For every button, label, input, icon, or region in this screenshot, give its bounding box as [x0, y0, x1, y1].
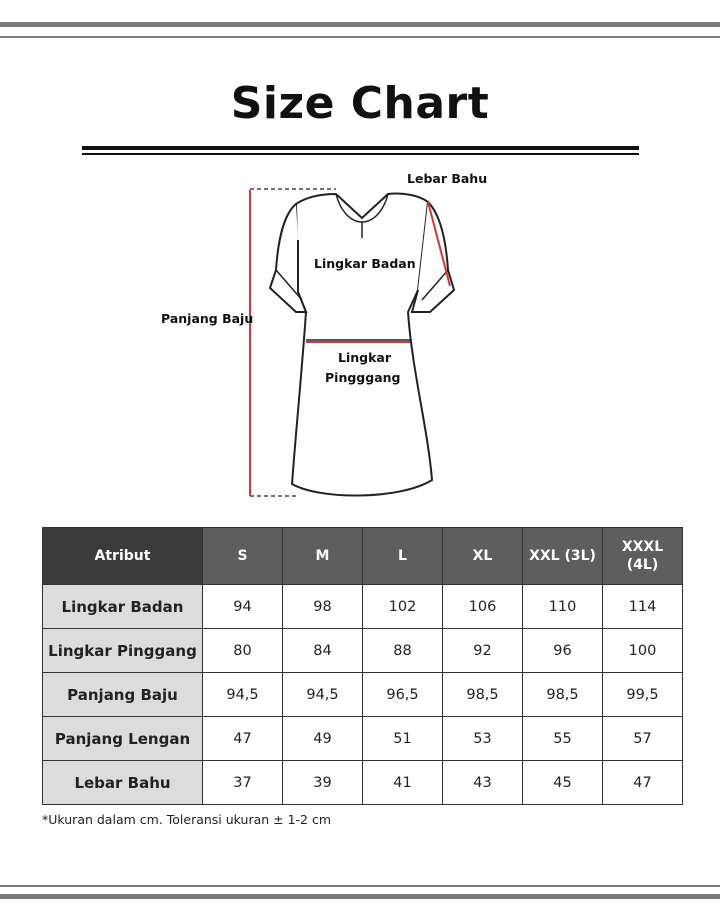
label-length: Panjang Baju: [161, 311, 254, 326]
table-cell: 94,5: [203, 673, 283, 717]
row-label: Lebar Bahu: [43, 761, 203, 805]
table-cell: 100: [603, 629, 683, 673]
table-cell: 92: [443, 629, 523, 673]
table-cell: 96: [523, 629, 603, 673]
table-cell: 106: [443, 585, 523, 629]
table-cell: 80: [203, 629, 283, 673]
table-cell: 51: [363, 717, 443, 761]
table-row: [43, 673, 683, 717]
table-cell: 98,5: [523, 673, 603, 717]
bottom-border-thin: [0, 885, 720, 887]
table-cell: 39: [283, 761, 363, 805]
label-waist-line2: Pingggang: [325, 370, 401, 385]
label-waist-line1: Lingkar: [338, 350, 392, 365]
table-cell: 98,5: [443, 673, 523, 717]
row-label: Panjang Baju: [43, 673, 203, 717]
header-cell: S: [203, 528, 283, 585]
page-title: Size Chart: [230, 78, 490, 129]
header-cell: Atribut: [43, 528, 203, 585]
table-cell: 94: [203, 585, 283, 629]
table-cell: 99,5: [603, 673, 683, 717]
table-row: [43, 761, 683, 805]
row-label: Lingkar Pinggang: [43, 629, 203, 673]
table-header-row: [43, 528, 683, 585]
label-chest: Lingkar Badan: [314, 256, 416, 271]
table-cell: 96,5: [363, 673, 443, 717]
size-table: [42, 527, 683, 805]
table-cell: 94,5: [283, 673, 363, 717]
table-cell: 114: [603, 585, 683, 629]
table-cell: 47: [603, 761, 683, 805]
table-cell: 47: [203, 717, 283, 761]
footnote: *Ukuran dalam cm. Toleransi ukuran ± 1-2 cm: [42, 812, 332, 827]
label-shoulder: Lebar Bahu: [407, 171, 488, 186]
table-cell: 98: [283, 585, 363, 629]
dress-outline: [292, 193, 432, 495]
table-row: [43, 585, 683, 629]
table-cell: 102: [363, 585, 443, 629]
table-row: [43, 629, 683, 673]
table-cell: 43: [443, 761, 523, 805]
header-cell: L: [363, 528, 443, 585]
table-cell: 84: [283, 629, 363, 673]
header-cell: XXL (3L): [523, 528, 603, 585]
table-row: [43, 717, 683, 761]
table-cell: 53: [443, 717, 523, 761]
bottom-border-thick: [0, 894, 720, 899]
header-cell: M: [283, 528, 363, 585]
row-label: Panjang Lengan: [43, 717, 203, 761]
table-cell: 49: [283, 717, 363, 761]
table-cell: 41: [363, 761, 443, 805]
header-cell: XL: [443, 528, 523, 585]
table-cell: 57: [603, 717, 683, 761]
table-cell: 45: [523, 761, 603, 805]
table-cell: 110: [523, 585, 603, 629]
table-cell: 37: [203, 761, 283, 805]
header-cell-xxxl: XXXL (4L): [603, 528, 683, 585]
row-label: Lingkar Badan: [43, 585, 203, 629]
table-cell: 88: [363, 629, 443, 673]
table-cell: 55: [523, 717, 603, 761]
